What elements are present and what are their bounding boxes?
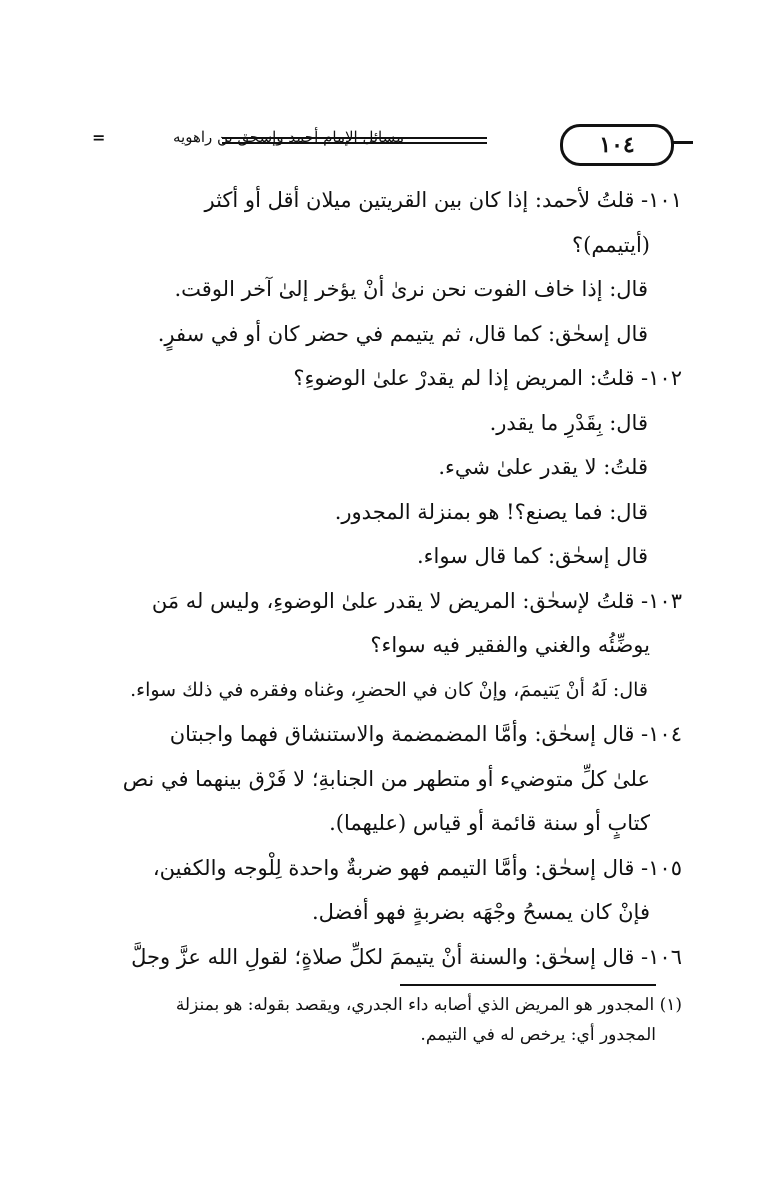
text-line: فإنْ كان يمسحُ وجْهَه بضربةٍ فهو أفضل. [311, 900, 650, 924]
text-line: قال: لَهُ أنْ يَتيممَ، وإنْ كان في الحضرِ، وغناه وفقره في ذلك سواء. [130, 678, 648, 701]
text-line: علىٰ كلِّ متوضيء أو متطهر من الجنابةِ؛ لا فَرْق بينهما في نص [122, 766, 650, 791]
text-line: ١٠٢- قلتُ: المريض إذا لم يقدرْ علىٰ الوضوءِ؟ [293, 366, 682, 390]
text-line: ١٠٦- قال إسحٰق: والسنة أنْ يتيممَ لكلِّ صلاةٍ؛ لقولِ الله عزَّ وجلَّ [131, 944, 682, 969]
text-line: قال إسحٰق: كما قال سواء. [416, 544, 648, 568]
main-text [88, 178, 682, 979]
footnote-line: (١) المجدور هو المريض الذي أصابه داء الجدري، ويقصد بقوله: هو بمنزلة [175, 995, 682, 1015]
text-line: قال: إذا خاف الفوت نحن نرىٰ أنْ يؤخر إلىٰ آخر الوقت. [174, 277, 648, 301]
text-line: ١٠٤- قال إسحٰق: وأمَّا المضمضمة والاستنشاق فهما واجبتان [169, 722, 682, 746]
footnote-line: المجدور أي: يرخص له في التيمم. [420, 1025, 656, 1045]
text-line: قلتُ: لا يقدر علىٰ شيء. [438, 455, 648, 479]
running-title: مسائل الإمام أحمد وإسحق بن راهويه [172, 128, 404, 146]
text-line: ١٠٣- قلتُ لإسحٰق: المريض لا يقدر علىٰ الوضوءِ، وليس له مَن [151, 588, 682, 613]
text-line: كتابٍ أو سنة قائمة أو قياس (عليهما). [329, 811, 650, 835]
text-line: قال: بِقَدْرِ ما يقدر. [489, 410, 648, 435]
page-number: ١٠٤ [599, 132, 635, 158]
footnote-separator [400, 984, 656, 986]
text-line: قال: فما يصنع؟! هو بمنزلة المجدور. [334, 499, 648, 524]
header-end-mark: = [92, 128, 106, 147]
header-rule-bottom [222, 142, 487, 144]
footnote [88, 990, 682, 1050]
page-number-badge [560, 124, 674, 166]
text-line: قال إسحٰق: كما قال، ثم يتيمم في حضر كان أو في سفرٍ. [157, 321, 648, 346]
text-line: ١٠٥- قال إسحٰق: وأمَّا التيمم فهو ضربةٌ واحدة لِلْوجه والكفين، [152, 855, 682, 880]
page-header [92, 124, 678, 164]
header-rule-top [222, 137, 487, 139]
text-line: ١٠١- قلتُ لأحمد: إذا كان بين القريتين ميلان أقل أو أكثر [204, 188, 682, 212]
text-line: يوضِّئُه والغني والفقير فيه سواء؟ [370, 633, 650, 657]
text-line: (أيتيمم)؟ [571, 232, 650, 257]
